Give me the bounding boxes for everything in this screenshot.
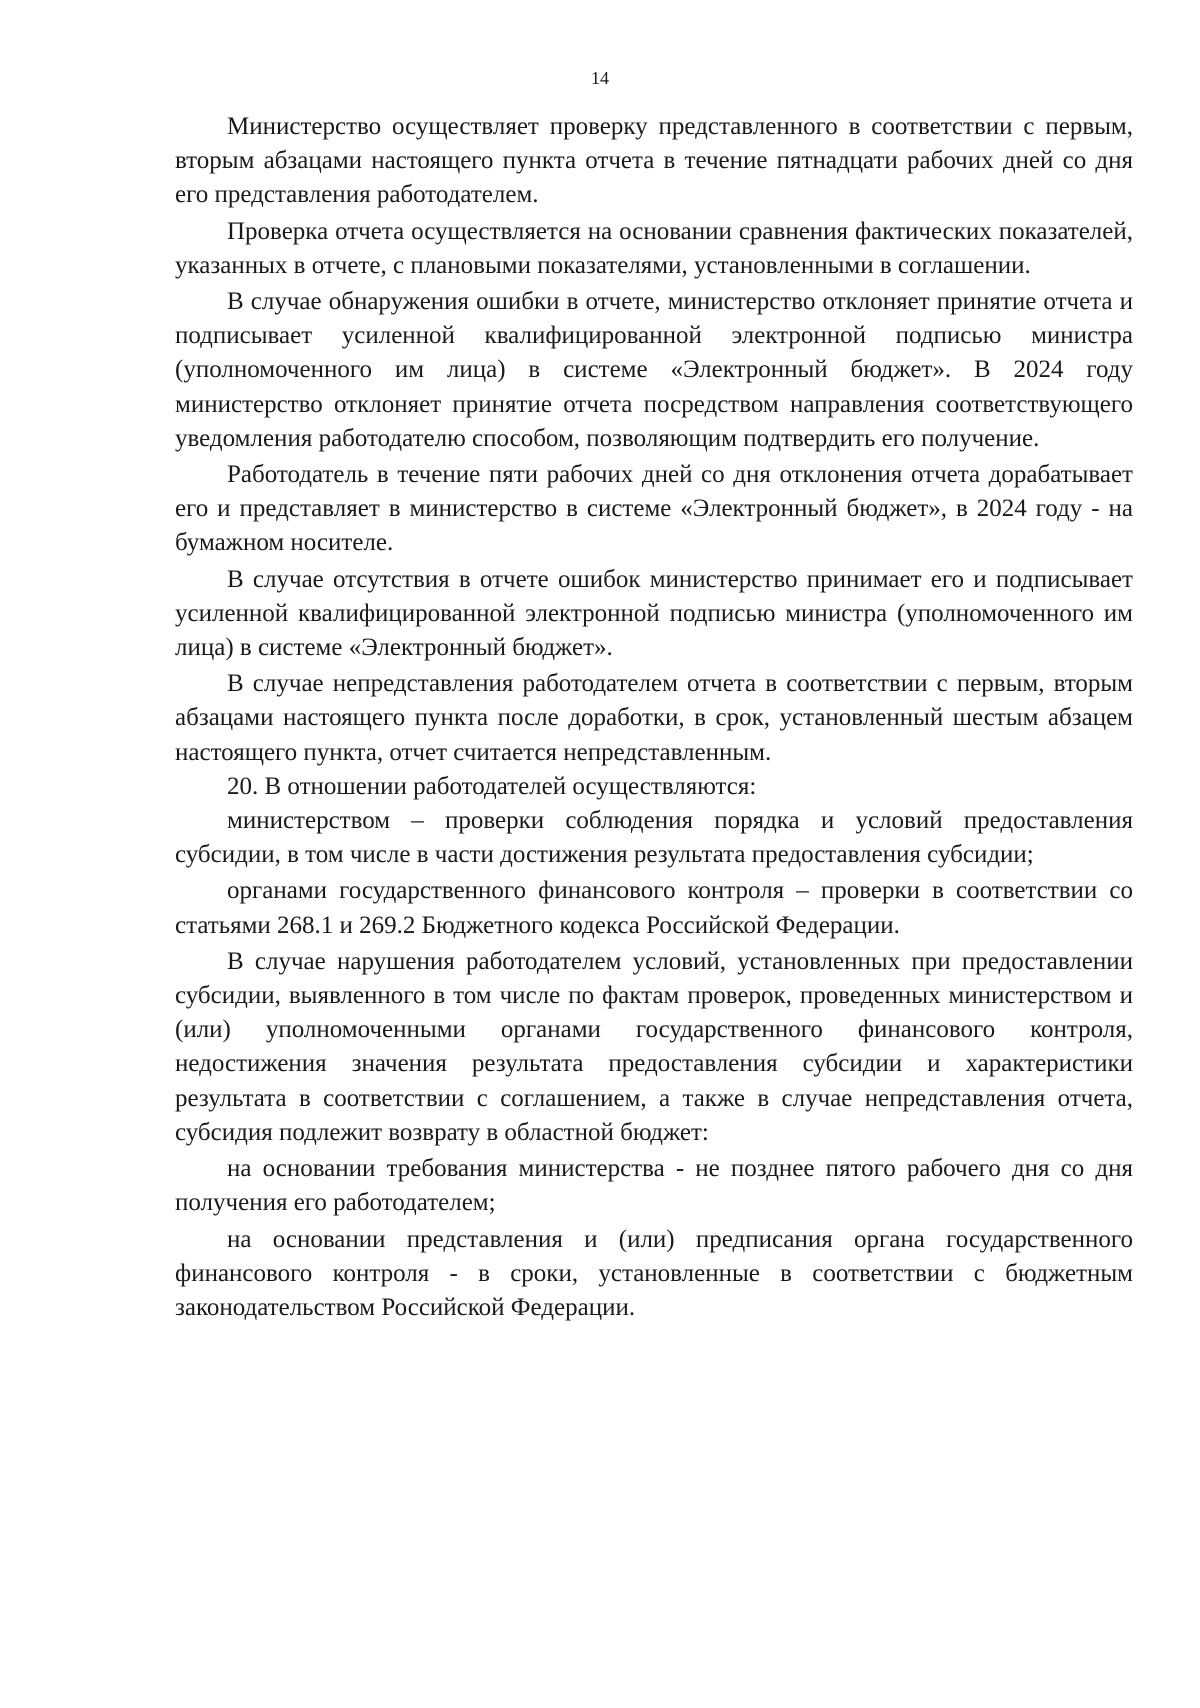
page-number: 14 [591, 68, 609, 88]
paragraph: В случае отсутствия в отчете ошибок министерство принимает его и подписывает усиленной квалифицированной электронной подписью министра (уполномоченного им лица) в системе «Электронный бюджет». [175, 565, 1133, 662]
paragraph: Работодатель в течение пяти рабочих дней со дня отклонения отчета дорабатывает его и представляет в министерство в системе «Электронный бюджет», в 2024 году - на бумажном носителе. [175, 461, 1133, 557]
paragraph: Министерство осуществляет проверку представленного в соответствии с первым, вторым абзацами настоящего пункта отчета в течение пятнадцати рабочих дней со дня его представления работодателем. [175, 113, 1133, 209]
paragraph: Проверка отчета осуществляется на основании сравнения фактических показателей, указанных в отчете, с плановыми показателями, установленными в соглашении. [175, 217, 1133, 279]
paragraph: органами государственного финансового контроля – проверки в соответствии со статьями 268.1 и 269.2 Бюджетного кодекса Российской Федерации. [175, 877, 1133, 939]
document-body [175, 110, 1133, 1325]
paragraph: В случае обнаружения ошибки в отчете, министерство отклоняет принятие отчета и подписывает усиленной квалифицированной электронной подписью министра (уполномоченного им лица) в системе «Электронный бюджет». В 2024 году министерство отклоняет принятие отчета посредством направления соответствующего уведомления работодателю способом, позволяющим подтвердить его получение. [175, 288, 1133, 452]
paragraph: 20. В отношении работодателей осуществляются: [227, 772, 757, 800]
paragraph: на основании представления и (или) предписания органа государственного финансового контроля - в сроки, установленные в соответствии с бюджетным законодательством Российской Федерации. [175, 1225, 1133, 1321]
paragraph: министерством – проверки соблюдения порядка и условий предоставления субсидии, в том числе в части достижения результата предоставления субсидии; [175, 807, 1133, 869]
paragraph: В случае непредставления работодателем отчета в соответствии с первым, вторым абзацами настоящего пункта после доработки, в срок, установленный шестым абзацем настоящего пункта, отчет считается непредставленным. [175, 670, 1133, 766]
paragraph: В случае нарушения работодателем условий, установленных при предоставлении субсидии, выявленного в том числе по фактам проверок, проведенных министерством и (или) уполномоченными органами государственного финансового контроля, недостижения значения результата предоставления субсидии и характеристики результата в соответствии с соглашением, а также в случае непредставления отчета, субсидия подлежит возврату в областной бюджет: [175, 947, 1133, 1146]
paragraph: на основании требования министерства - не позднее пятого рабочего дня со дня получения его работодателем; [175, 1155, 1133, 1217]
